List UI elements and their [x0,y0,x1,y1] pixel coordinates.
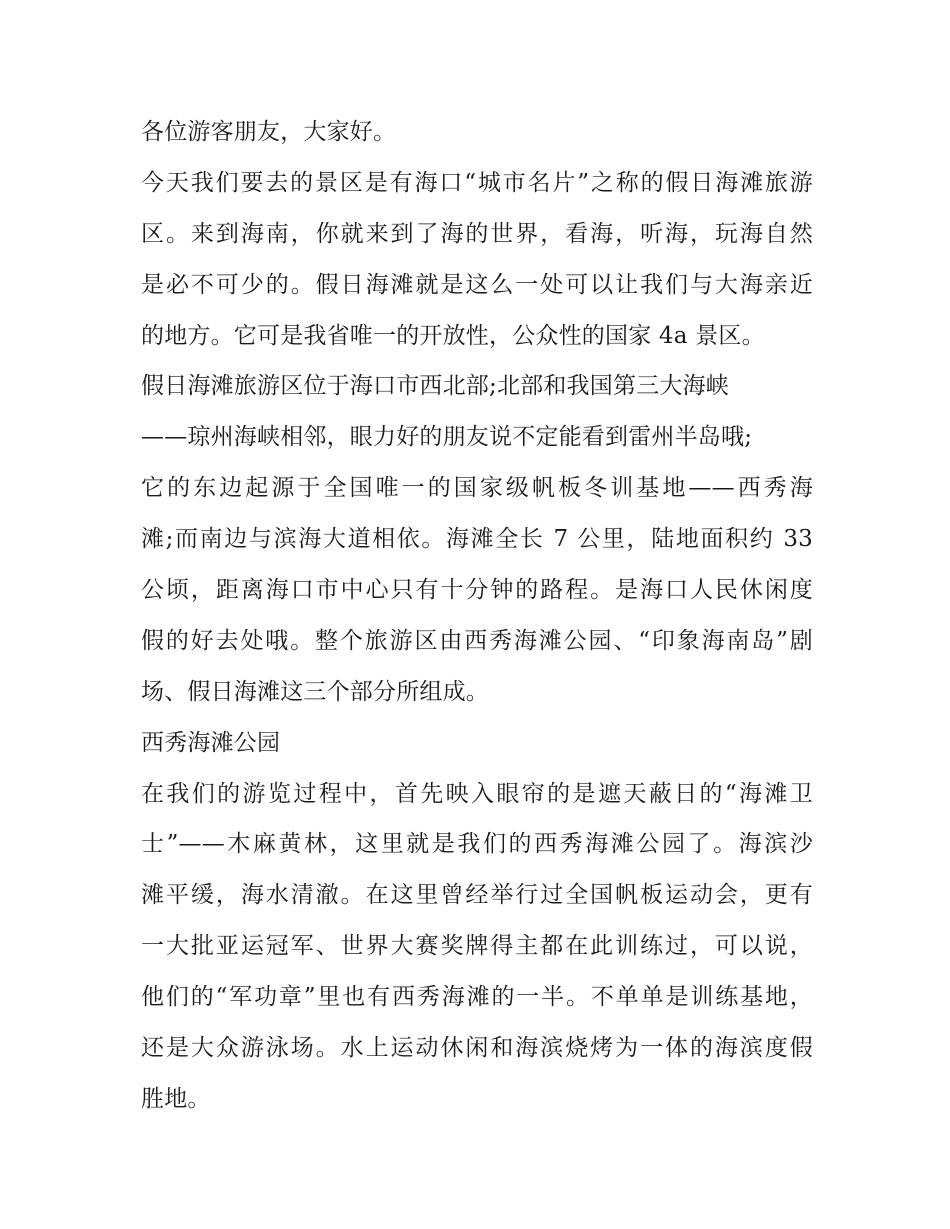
text-line: 胜地。 [141,1085,211,1112]
text-line: 士”——木麻黄林，这里就是我们的西秀海滩公园了。海滨沙 [141,831,813,858]
text-line: 滩;而南边与滨海大道相依。海滩全长 7 公里，陆地面积约 33 [141,526,813,553]
text-line: 今天我们要去的景区是有海口“城市名片”之称的假日海滩旅游 [141,169,813,196]
text-line: 滩平缓，海水清澈。在这里曾经举行过全国帆板运动会，更有 [141,882,813,909]
text-line: ——琼州海峡相邻，眼力好的朋友说不定能看到雷州半岛哦; [141,424,753,451]
text-line: 是必不可少的。假日海滩就是这么一处可以让我们与大海亲近 [141,271,813,298]
text-line: 公顷，距离海口市中心只有十分钟的路程。是海口人民休闲度 [141,577,813,604]
text-line: 区。来到海南，你就来到了海的世界，看海，听海，玩海自然 [141,220,813,247]
text-line: 西秀海滩公园 [141,729,281,756]
text-line: 场、假日海滩这三个部分所组成。 [141,678,489,705]
text-line: 假日海滩旅游区位于海口市西北部;北部和我国第三大海峡 [141,373,729,400]
text-line: 它的东边起源于全国唯一的国家级帆板冬训基地——西秀海 [141,475,813,502]
text-line: 假的好去处哦。整个旅游区由西秀海滩公园、“印象海南岛”剧 [141,627,813,654]
text-line: 他们的“军功章”里也有西秀海滩的一半。不单单是训练基地， [141,984,813,1011]
text-line: 一大批亚运冠军、世界大赛奖牌得主都在此训练过，可以说， [141,933,813,960]
document-body [141,107,813,1125]
text-line: 的地方。它可是我省唯一的开放性，公众性的国家 4a 景区。 [141,322,765,349]
text-line: 在我们的游览过程中，首先映入眼帘的是遮天蔽日的“海滩卫 [141,780,813,807]
text-line: 各位游客朋友，大家好。 [141,119,397,145]
text-line: 还是大众游泳场。水上运动休闲和海滨烧烤为一体的海滨度假 [141,1035,813,1062]
